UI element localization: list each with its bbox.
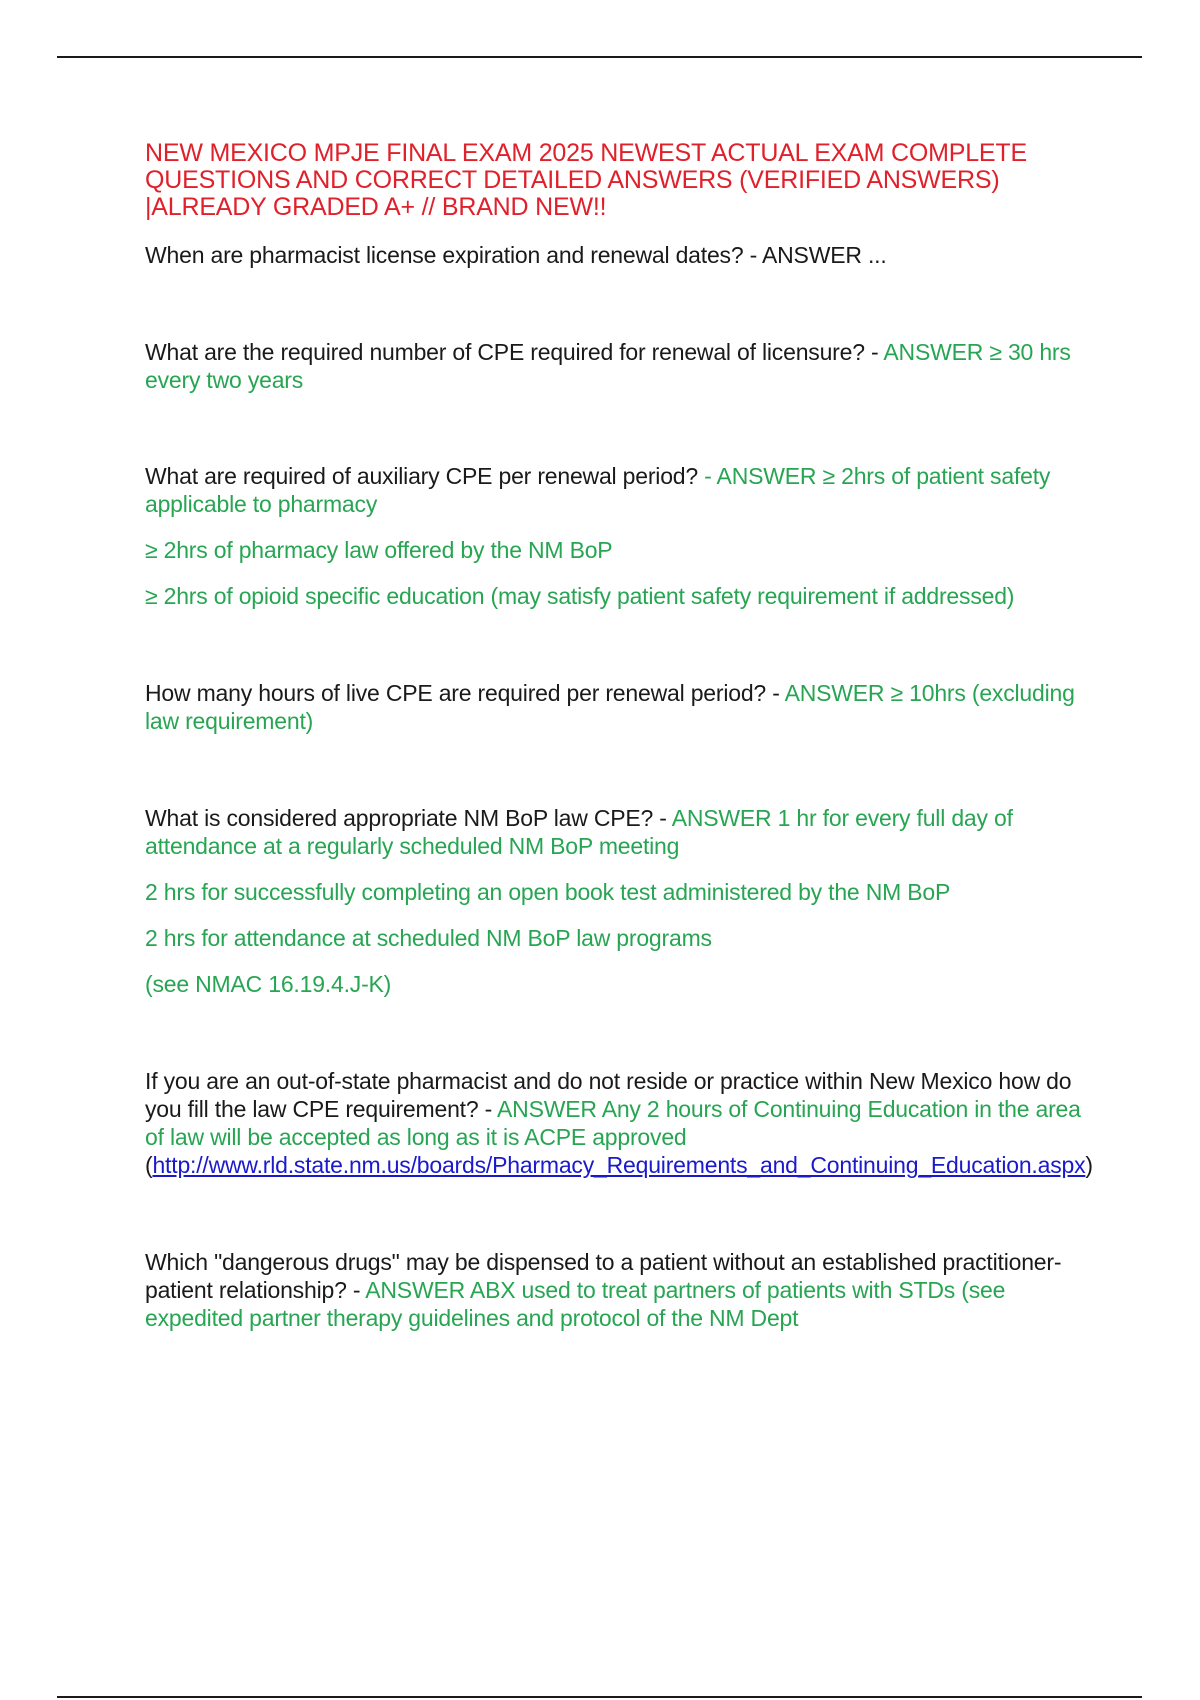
answer-text: ANSWER ABX used to treat partners of patients with STDs (see expedited partner therapy guidelines and protocol of the NM Dept — [145, 1277, 1006, 1331]
question-text: What are required of auxiliary CPE per renewal period? — [145, 463, 705, 489]
paren-close: ) — [1085, 1152, 1093, 1178]
answer-text: ANSWER ≥ 10hrs (excluding law requirement) — [145, 680, 1075, 734]
question-text: What are the required number of CPE required for renewal of licensure? - — [145, 339, 884, 365]
qa-item-4 — [145, 679, 1095, 735]
qa-item-5 — [145, 804, 1095, 860]
question-text: Which "dangerous drugs" may be dispensed to a patient without an established practitioner-patient relationship? - — [145, 1249, 1062, 1303]
answer-extra-line: ≥ 2hrs of opioid specific education (may satisfy patient safety requirement if addressed) — [145, 583, 1015, 609]
qa-item-6 — [145, 1067, 1095, 1179]
answer-extra-line: (see NMAC 16.19.4.J-K) — [145, 971, 392, 997]
document-body — [145, 140, 1095, 1332]
answer-extra-line: 2 hrs for successfully completing an open book test administered by the NM BoP — [145, 879, 951, 905]
paren-open: ( — [145, 1152, 153, 1178]
answer-text: - ANSWER ≥ 2hrs of patient safety applicable to pharmacy — [145, 463, 1051, 517]
answer-text: ANSWER Any 2 hours of Continuing Education in the area of law will be accepted as long as it is ACPE approved — [145, 1096, 1081, 1150]
qa-item-1 — [145, 241, 1095, 269]
answer-extra-line: 2 hrs for attendance at scheduled NM BoP law programs — [145, 925, 712, 951]
qa-item-7 — [145, 1248, 1095, 1332]
question-text: How many hours of live CPE are required per renewal period? - — [145, 680, 785, 706]
qa-item-3 — [145, 462, 1095, 518]
top-rule — [57, 56, 1142, 58]
document-title: NEW MEXICO MPJE FINAL EXAM 2025 NEWEST ACTUAL EXAM COMPLETE QUESTIONS AND CORRECT DETAILED ANSWERS (VERIFIED ANSWERS) |ALREADY GRADED A+ // BRAND NEW!! — [145, 139, 1027, 221]
qa-item-2 — [145, 338, 1095, 394]
question-text: When are pharmacist license expiration and renewal dates? - ANSWER ... — [145, 242, 887, 268]
answer-text: ANSWER 1 hr for every full day of attendance at a regularly scheduled NM BoP meeting — [145, 805, 1013, 859]
question-text: What is considered appropriate NM BoP law CPE? - — [145, 805, 672, 831]
answer-text: ANSWER ≥ 30 hrs every two years — [145, 339, 1071, 393]
question-text: If you are an out-of-state pharmacist and do not reside or practice within New Mexico how do you fill the law CPE requirement? - — [145, 1068, 1072, 1122]
bottom-rule — [57, 1696, 1142, 1698]
answer-extra-line: ≥ 2hrs of pharmacy law offered by the NM BoP — [145, 537, 613, 563]
pharmacy-requirements-link[interactable]: http://www.rld.state.nm.us/boards/Pharmacy_Requirements_and_Continuing_Education.aspx — [152, 1152, 1086, 1178]
